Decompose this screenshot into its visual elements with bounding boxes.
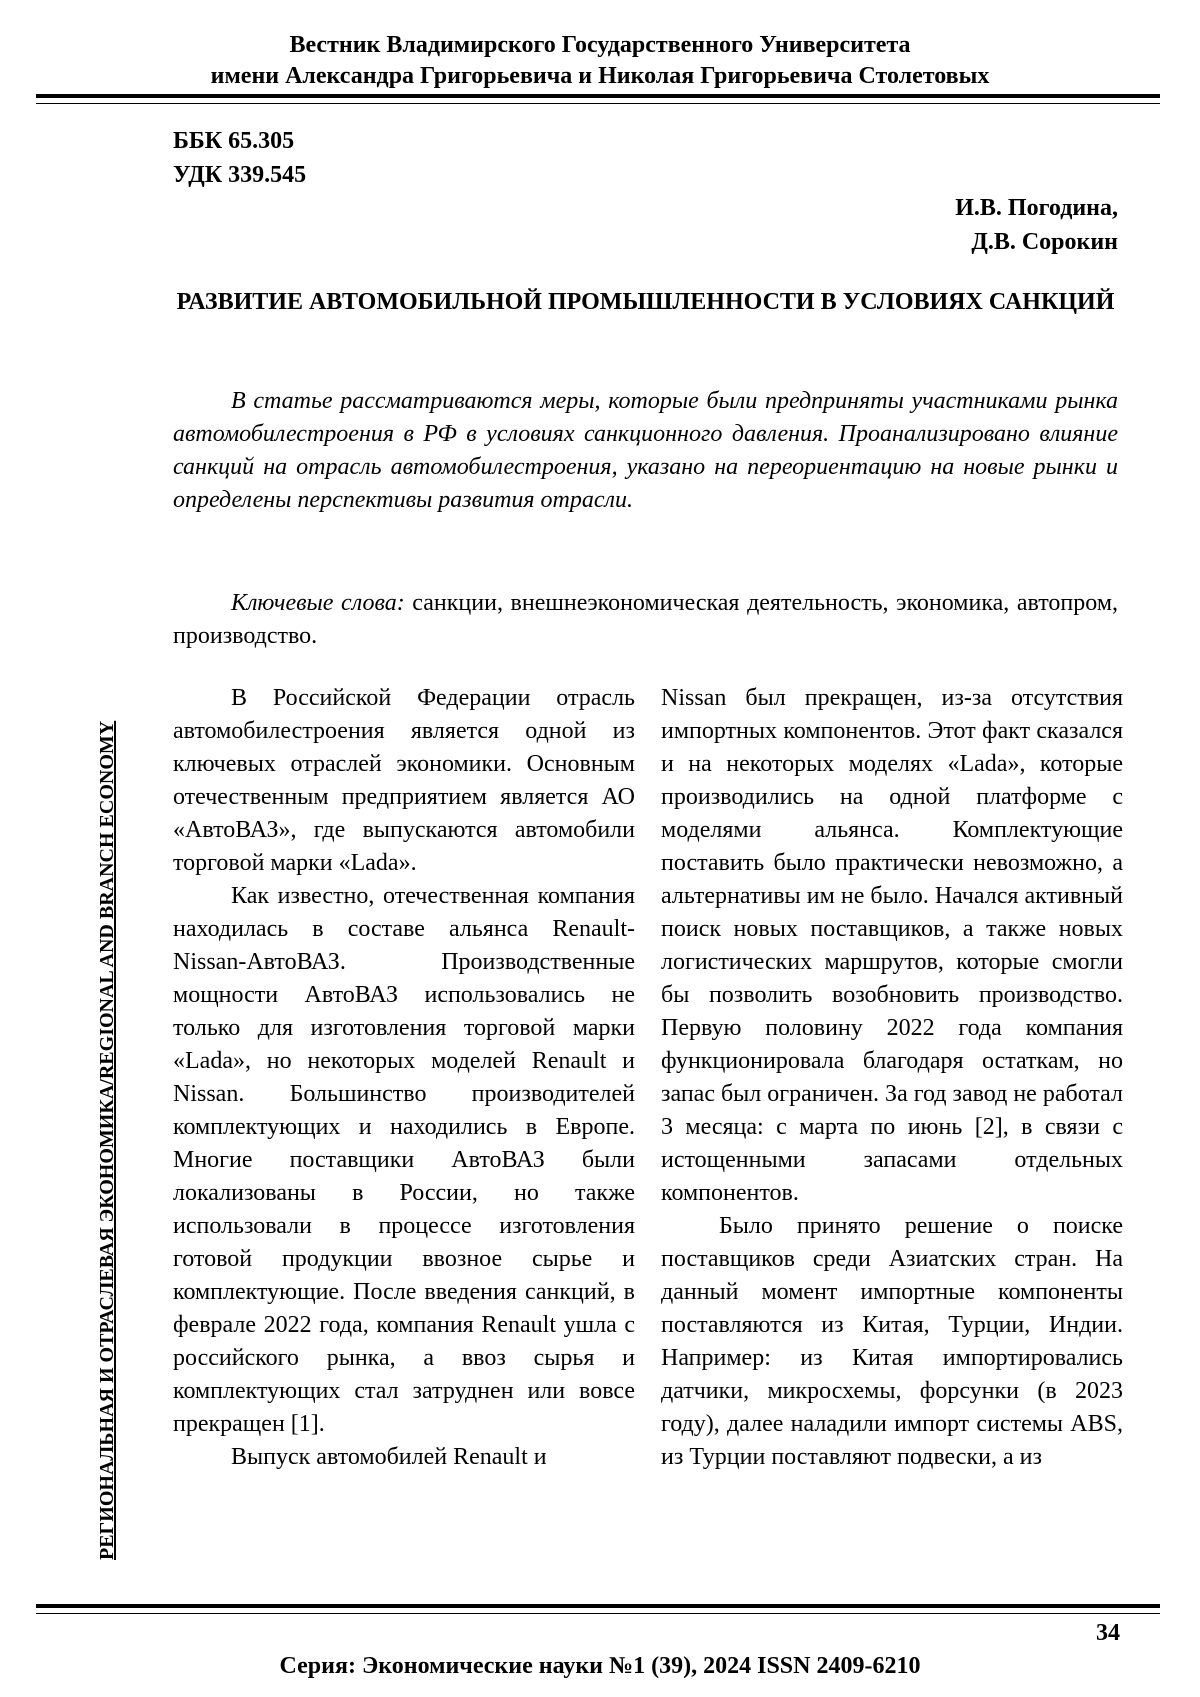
footer-rule-thin: [36, 1613, 1160, 1614]
bbk-code: ББК 65.305: [173, 128, 295, 154]
author-2: Д.В. Сорокин: [971, 229, 1118, 255]
article-title: РАЗВИТИЕ АВТОМОБИЛЬНОЙ ПРОМЫШЛЕННОСТИ В УСЛОВИЯХ САНКЦИЙ: [176, 289, 1115, 315]
body-column-right: [661, 682, 1123, 1474]
section-sidebar-label: РЕГИОНАЛЬНАЯ И ОТРАСЛЕВАЯ ЭКОНОМИКА/REGIONAL AND BRANCH ECONOMY: [96, 720, 118, 1560]
journal-header: [0, 30, 1200, 92]
header-rule-thin: [36, 103, 1160, 104]
keywords-text: санкции, внешнеэкономическая деятельность, экономика, автопром, производство.: [173, 590, 1119, 649]
paragraph-continued: Nissan был прекращен, из-за отсутствия импортных компонентов. Этот факт сказался и на некоторых моделях «Lada», которые производились на одной платформе с моделями альянса. Комплектующие поставить было практически невозможно, а альтернативы им не было. Начался активный поиск новых поставщиков, а также новых логистических маршрутов, которые смогли бы позволить возобновить производство. Первую половину 2022 года компания функционировала благодаря остаткам, но запас был ограничен. За год завод не работал 3 месяца: с марта по июнь [2], в связи с истощенными запасами отдельных компонентов.: [661, 685, 1123, 1206]
authors: [955, 191, 1118, 259]
header-rule-thick: [36, 94, 1160, 98]
paragraph: Было принято решение о поиске поставщиков среди Азиатских стран. На данный момент импортные компоненты поставляются из Китая, Турции, Индии. Например: из Китая импортировались датчики, микросхемы, форсунки (в 2023 году), далее наладили импорт системы ABS, из Турции поставляют подвески, а из: [661, 1213, 1123, 1470]
footer-rule-thick: [36, 1604, 1160, 1608]
keywords-label: Ключевые слова:: [231, 590, 405, 616]
body-column-left: [173, 682, 635, 1474]
paragraph: Выпуск автомобилей Renault и: [231, 1444, 547, 1470]
udk-code: УДК 339.545: [173, 162, 307, 188]
journal-title-line-2: имени Александра Григорьевича и Николая Григорьевича Столетовых: [210, 63, 990, 89]
author-1: И.В. Погодина,: [955, 195, 1118, 221]
series-footer: Серия: Экономические науки №1 (39), 2024 ISSN 2409-6210: [279, 1653, 921, 1679]
page-number: 34: [1096, 1620, 1120, 1646]
keywords: [173, 587, 1118, 653]
journal-title-line-1: Вестник Владимирского Государственного Университета: [289, 32, 911, 58]
classification-codes: [173, 124, 306, 192]
paragraph: В Российской Федерации отрасль автомобилестроения является одной из ключевых отраслей экономики. Основным отечественным предприятием является АО «АвтоВАЗ», где выпускаются автомобили торговой марки «Lada».: [173, 685, 635, 876]
paragraph: Как известно, отечественная компания находилась в составе альянса Renault-Nissan-АвтоВАЗ. Производственные мощности АвтоВАЗ использовались не только для изготовления торговой марки «Lada», но некоторых моделей Renault и Nissan. Большинство производителей комплектующих и находились в Европе. Многие поставщики АвтоВАЗ были локализованы в России, но также использовали в процессе изготовления готовой продукции ввозное сырье и комплектующие. После введения санкций, в феврале 2022 года, компания Renault ушла с российского рынка, а ввоз сырья и комплектующих стал затруднен или вовсе прекращен [1].: [173, 883, 635, 1437]
abstract: В статье рассматриваются меры, которые были предприняты участниками рынка автомобилестроения в РФ в условиях санкционного давления. Проанализировано влияние санкций на отрасль автомобилестроения, указано на переориентацию на новые рынки и определены перспективы развития отрасли.: [173, 388, 1118, 513]
